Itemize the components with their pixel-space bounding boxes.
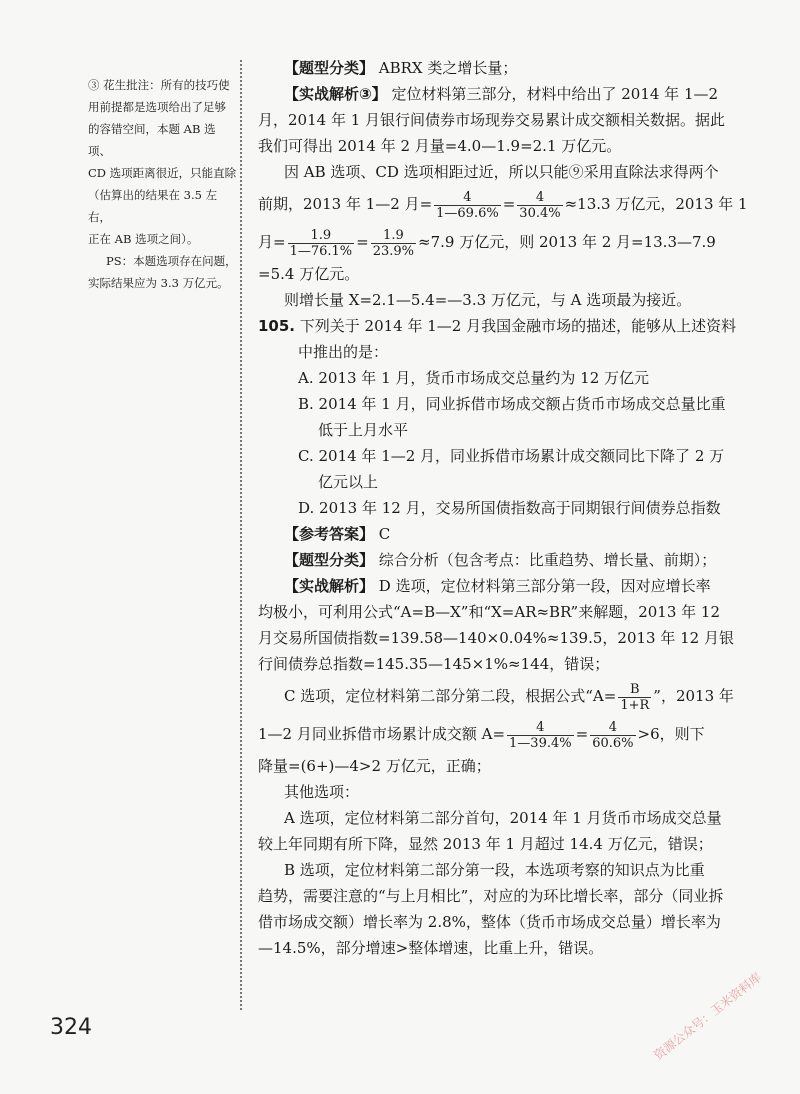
text-line: 月，2014 年 1 月银行间债券市场现券交易累计成交额相关数据。据此 xyxy=(258,111,726,129)
section-tag: 【参考答案】 xyxy=(284,525,375,543)
margin-note-line: 正在 AB 选项之间）。 xyxy=(88,232,199,246)
option-b-cont: 低于上月水平 xyxy=(318,421,409,439)
numerator: 4 xyxy=(517,190,562,206)
margin-note-line: 用前提都是选项给出了足够 xyxy=(88,100,226,114)
numerator: 1.9 xyxy=(371,228,416,244)
option-d: D. 2013 年 12 月，交易所国债指数高于同期银行间债券总指数 xyxy=(298,499,721,517)
analysis xyxy=(258,573,738,599)
text-line: 较上年同期有所下降，显然 2013 年 1 月超过 14.4 万亿元，错误； xyxy=(258,835,713,853)
numerator: 4 xyxy=(590,720,635,736)
margin-note-line: ③ 花生批注：所有的技巧使 xyxy=(88,78,230,92)
text-line: 则增长量 X=2.1—5.4=—3.3 万亿元，与 A 选项最为接近。 xyxy=(284,291,692,309)
denominator: 1+R xyxy=(620,697,650,713)
math-line xyxy=(258,185,748,223)
question-text: 下列关于 2014 年 1—2 月我国金融市场的描述，能够从上述资料 xyxy=(295,317,737,335)
text-line: A 选项，定位材料第二部分首句，2014 年 1 月货币市场成交总量 xyxy=(284,809,722,827)
text-line: B 选项，定位材料第二部分第一段，本选项考察的知识点为比重 xyxy=(284,861,705,879)
text: 前期，2013 年 1—2 月= xyxy=(258,195,433,213)
fraction xyxy=(517,190,562,221)
text-line: 我们可得出 2014 年 2 月量=4.0—1.9=2.1 万亿元。 xyxy=(258,137,622,155)
fraction xyxy=(507,720,574,751)
margin-note-line: （估算出的结果在 3.5 左右， xyxy=(88,188,218,224)
paragraph xyxy=(258,55,738,81)
math-line xyxy=(258,715,738,753)
text-line: 降量=(6+)—4>2 万亿元，正确； xyxy=(258,757,491,775)
margin-note-line: CD 选项距离很近，只能直除 xyxy=(88,166,237,180)
text: 1—2 月同业拆借市场累计成交额 A= xyxy=(258,725,506,743)
question xyxy=(258,313,738,339)
question-number: 105. xyxy=(258,317,296,335)
margin-note-line: 的容错空间，本题 AB 选项、 xyxy=(88,122,216,158)
option-c: C. 2014 年 1—2 月，同业拆借市场累计成交额同比下降了 2 万 xyxy=(298,447,725,465)
denominator: 1—76.1% xyxy=(289,243,353,259)
section-tag: 【题型分类】 xyxy=(284,551,375,569)
fraction xyxy=(618,682,651,713)
section-tag: 【实战解析③】 xyxy=(284,85,387,103)
text-line: —14.5%，部分增速>整体增速，比重上升，错误。 xyxy=(258,939,604,957)
option-c-cont: 亿元以上 xyxy=(318,473,379,491)
text: = xyxy=(356,233,369,251)
denominator: 1—69.6% xyxy=(436,205,499,221)
text-line: =5.4 万亿元。 xyxy=(258,265,360,283)
fraction xyxy=(590,720,635,751)
text: C 选项，定位材料第二部分第二段，根据公式“A= xyxy=(284,687,617,705)
denominator: 23.9% xyxy=(372,243,415,259)
paragraph xyxy=(258,81,738,107)
text-line: 借市场成交额）增长率为 2.8%，整体（货币市场成交总量）增长率为 xyxy=(258,913,721,931)
denominator: 60.6% xyxy=(592,735,634,751)
math-line xyxy=(258,677,738,715)
text-line: 趋势，需要注意的“与上月相比”，对应的为环比增长率，部分（同业拆 xyxy=(258,887,724,905)
text-line: 行间债券总指数=145.35—145×1%≈144，错误； xyxy=(258,655,610,673)
text: >6，则下 xyxy=(637,725,705,743)
text: 月= xyxy=(258,233,286,251)
text: 定位材料第三部分，材料中给出了 2014 年 1—2 xyxy=(386,85,719,103)
section-tag: 【题型分类】 xyxy=(284,59,375,77)
denominator: 30.4% xyxy=(519,205,561,221)
text: 综合分析（包含考点：比重趋势、增长量、前期）； xyxy=(374,551,717,569)
text: = xyxy=(502,195,516,213)
fraction xyxy=(288,228,355,259)
option-b: B. 2014 年 1 月，同业拆借市场成交额占货币市场成交总量比重 xyxy=(298,395,726,413)
text: ≈7.9 万亿元，则 2013 年 2 月=13.3—7.9 xyxy=(418,233,716,251)
fraction xyxy=(371,228,416,259)
text: = xyxy=(575,725,589,743)
text: ”，2013 年 xyxy=(653,687,734,705)
margin-divider xyxy=(240,60,242,1010)
text: D 选项，定位材料第三部分第一段，因对应增长率 xyxy=(374,577,711,595)
numerator: B xyxy=(618,682,651,698)
question-text: 中推出的是： xyxy=(298,343,389,361)
margin-note xyxy=(88,74,238,294)
text-line: 均极小，可利用公式“A=B—X”和“X=AR≈BR”来解题，2013 年 12 xyxy=(258,603,721,621)
numerator: 1.9 xyxy=(288,228,355,244)
section-tag: 【实战解析】 xyxy=(284,577,375,595)
numerator: 4 xyxy=(507,720,574,736)
text-line: 因 AB 选项、CD 选项相距过近，所以只能⑨采用直除法求得两个 xyxy=(284,163,719,181)
math-line xyxy=(258,223,738,261)
text-line: 月交易所国债指数=139.58—140×0.04%≈139.5，2013 年 12 月银 xyxy=(258,629,734,647)
fraction xyxy=(434,190,501,221)
denominator: 1—39.4% xyxy=(509,735,572,751)
text: ≈13.3 万亿元，2013 年 1 xyxy=(564,195,748,213)
answer xyxy=(258,521,738,547)
numerator: 4 xyxy=(434,190,501,206)
text-line: 其他选项： xyxy=(284,783,360,801)
classification xyxy=(258,547,738,573)
margin-note-line: 实际结果应为 3.3 万亿元。 xyxy=(88,276,229,290)
option-a: A. 2013 年 1 月，货币市场成交总量约为 12 万亿元 xyxy=(298,369,650,387)
margin-note-ps: PS：本题选项存在问题， xyxy=(106,254,237,268)
answer-value: C xyxy=(374,525,391,543)
main-text xyxy=(258,55,748,961)
watermark: 资源公众号：玉米资料库 xyxy=(651,970,764,1063)
page-number: 324 xyxy=(50,1015,92,1040)
text: ABRX 类之增长量； xyxy=(374,59,518,77)
